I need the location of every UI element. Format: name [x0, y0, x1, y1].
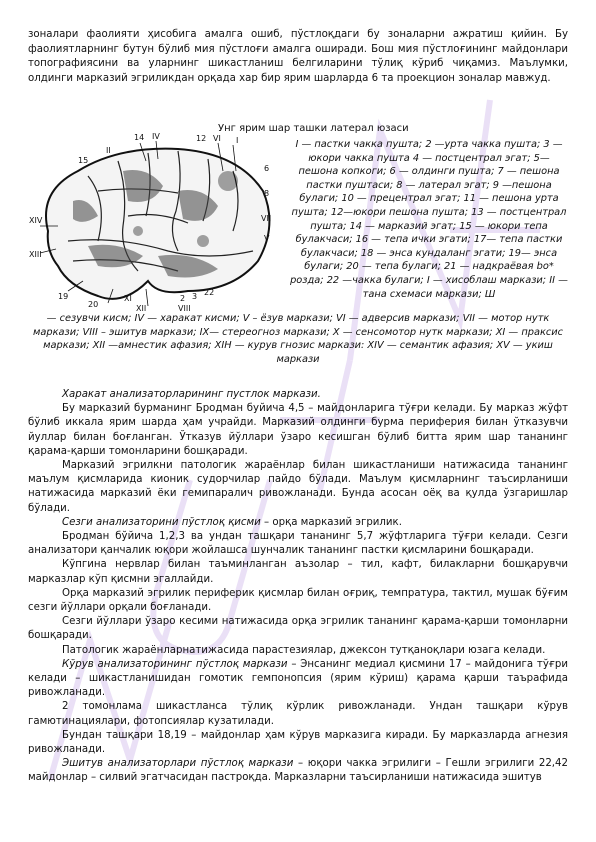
body-paragraph: 2 томонлама шикастланса тўлиқ кўрлик ривожланади. Ундан ташқари кўрув гамютинациялари, фотопсиялар кузатилади.	[28, 701, 568, 727]
brain-lateral-surface-figure	[28, 131, 278, 313]
label-II: II	[106, 146, 111, 155]
label-IV: IV	[152, 132, 160, 141]
label-VI: VI	[213, 134, 221, 143]
label-V: V	[264, 234, 270, 243]
label-12: 12	[196, 134, 207, 143]
section-heading-title: Харакат анализаторларининг пустлок маркази.	[62, 389, 321, 400]
section-heading	[28, 658, 568, 701]
body-paragraph: Марказий эгрилкни патологик жараёнлар билан шикастланиши натижасида тананинг маълум қисмларида кионик судорчилар пайдо бўлади. Маълум қисмларнинг таъсирланиши натижасида марказий ёки гемипаралич ривожланади. Бунда асосан оёқ ва қулда ўзгаришлар бўлади.	[28, 460, 568, 514]
label-20: 20	[88, 300, 99, 309]
label-XIV: XIV	[29, 216, 43, 225]
body-paragraph: Патологик жараёнларнатижасида парастезиялар, джексон тутқаноқлари юзага келади.	[62, 644, 546, 656]
label-XII: XII	[136, 304, 147, 313]
body-paragraph: Бу марказий бурманинг Бродман буйича 4,5 – майдонларига тўғри келади. Бу марказ жўфт бўлиб иккала ярим шарда ҳам учрайди. Марказий олдинги бурма периферия билан ўтказувчи йуллар билан боғланган. Ўтказув йўллари ўзаро кесишган бўлиб битта ярим шар тананинг қарама-қарши томонларини бошқаради.	[28, 403, 568, 457]
label-15: 15	[78, 156, 89, 165]
brain-outline	[46, 149, 272, 299]
body-paragraph: Сезги йўллари ўзаро кесими натижасида орқа эгрилик тананинг қарама-қарши томонларни бошқаради.	[28, 616, 568, 642]
label-I: I	[236, 136, 239, 145]
intro-paragraph: зоналари фаолияти ҳисобига амалга ошиб, пўстлоқдаги бу зоналарни ажратиш қийин. Бу фаолиятларнинг бутун бўлиб мия пўстлоғи амалга оширади. Бош мия пўстлоғининг майдонлари топографиясини ва уларнинг шикастланиш белгиларини тўлиқ кўриб чиқамиз. Маълумки, олдинги марказий эгриликдан орқада хар бир ярим шарларда 6 та проекцион зоналар мавжуд.	[28, 29, 568, 84]
label-6: 6	[264, 164, 270, 173]
body-text	[28, 388, 568, 786]
section-heading-tail: – орқа марказий эгрилик.	[260, 516, 402, 528]
label-14: 14	[134, 133, 145, 142]
label-3: 3	[192, 292, 198, 301]
section-heading	[28, 516, 568, 530]
label-VIII: VIII	[178, 304, 191, 313]
figure-legend-bottom: — сезувчи кисм; IV — харакат кисми; V – ёзув маркази; VI — адверсив маркази; VII — мотор нутк маркази; VIII – эшитув маркази; IX— стереогноз маркази; X — сенсомотор нутк маркази; XI — праксис маркази; XII —амнестик афазия; XIH — курув гнозис маркази: XIV — семантик афазия; XV — укиш маркази	[32, 313, 564, 365]
body-paragraph: Орқа марказий эгрилик периферик қисмлар билан оғриқ, темпратура, тактил, мушак бўғим сезги йўллари орқали боғланади.	[28, 587, 568, 614]
label-19: 19	[58, 292, 69, 301]
figure-legend-right: I — пастки чакка пушта; 2 —урта чакка пушта; 3 — юкори чакка пушта 4 — постцентрал эгат; 5— пешона копкоги; 6 — олдинги пушта; 7 — пешона пастки пуштаси; 8 — латерал эгат; 9 —пешона булаги; 10 — прецентрал эгат; 11 — пешона урта пушта; 12—юкори пешона пушта; 13 — постцентрал пушта; 14 — марказий эгат; 15 — юкори тепа булакчаси; 16 — тепа ички эгати; 17— тепа пастки булакчаси; 18 — энса кундаланг эгати; 19— энса булаги; 20 — тепа булаги; 21 — надкраёвая bo* розда; 22 —чакка булаги; I — хисоблаш маркази; II —тана схемаси маркази; Ш	[290, 139, 568, 300]
label-8: 8	[264, 189, 270, 198]
label-VII: VII	[261, 214, 272, 223]
section-heading-tail: – Энсанинг медиал қисмини 17 – майдонига тўғри келади – шикастланишидан гомотик гемпонопсия (ярим кўриш) қарама қарши таърафида ривожланади.	[28, 658, 568, 699]
label-XI: XI	[124, 294, 132, 303]
section-heading-title: Эшитув анализаторлари пўстлоқ маркази	[62, 758, 294, 770]
section-heading-title: Кўрув анализаторининг пўстлоқ маркази	[62, 658, 288, 670]
body-paragraph: Бродман бўйича 1,2,3 ва ундан ташқари тананинг 5,7 жўфтларига тўғри келади. Сезги анализатори қанчалик юқори жойлашса шунчалик тананинг пастки қисмларини бошқаради.	[28, 531, 568, 557]
body-paragraph: Кўпгина нервлар билан таъминланган аъзолар – тил, кафт, билакларни бошқарувчи марказлар кўп қисмни эгаллайди.	[28, 559, 568, 585]
section-heading	[28, 757, 568, 785]
section-heading-title: Сезги анализаторини пўстлоқ қисми	[62, 516, 261, 528]
figure-title: Унг ярим шар ташки латерал юзаси	[218, 123, 409, 134]
section-heading	[28, 388, 568, 402]
section-heading-tail: – юқори чакка эгрилиги – Гешли эгрилиги 22,42 майдонлар – силвий эгатчасидан пастроқда. Марказларни таъсирланиши натижасида эшитув	[28, 758, 569, 784]
body-paragraph: Бундан ташқари 18,19 – майдонлар ҳам кўрув марказига киради. Бу марказларда агнезия ривожланади.	[28, 729, 568, 756]
label-22: 22	[204, 288, 215, 297]
label-2: 2	[180, 294, 186, 303]
label-XIII: XIII	[29, 250, 42, 259]
